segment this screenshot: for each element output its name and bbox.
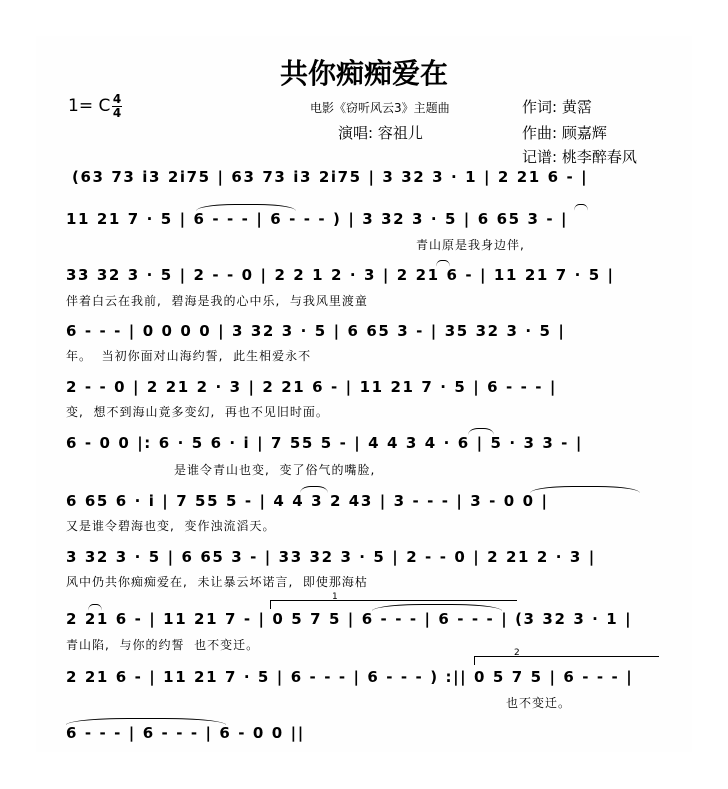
transcriber-credit: 记谱: 桃李醉春风 xyxy=(522,148,637,166)
subtitle: 电影《窃听风云3》主题曲 xyxy=(310,101,450,115)
key-signature: 1= C xyxy=(68,96,111,116)
tie-arc xyxy=(196,204,296,211)
second-ending-number: 2 xyxy=(514,648,520,658)
notation-line-4: 6 - - - | 0 0 0 0 | 3 32 3 · 5 | 6 65 3 - | 35 32 3 · 5 | xyxy=(66,322,566,340)
notation-line-6: 6 - 0 0 |: 6 · 5 6 · i | 7 55 5 - | 4 4 3 4 · 6 | 5 · 3 3 - | xyxy=(66,434,583,452)
notation-line-5: 2 - - 0 | 2 21 2 · 3 | 2 21 6 - | 11 21 7 · 5 | 6 - - - | xyxy=(66,378,557,396)
lyric-line-5: 是谁令青山也变, 变了俗气的嘴脸, xyxy=(174,463,376,477)
lyric-line-6: 又是谁令碧海也变, 变作浊流滔天。 xyxy=(66,519,276,533)
composer-credit: 作曲: 顾嘉辉 xyxy=(522,124,607,142)
slur-arc xyxy=(574,204,588,211)
lyric-line-8: 青山陷, 与你的约誓 也不变迁。 xyxy=(66,638,260,652)
time-signature-top: 4 xyxy=(112,92,122,106)
notation-line-9: 2 21 6 - | 11 21 7 - | 0 5 7 5 | 6 - - - | 6 - - - | (3 32 3 · 1 | xyxy=(66,610,633,628)
slur-arc xyxy=(436,260,450,267)
notation-line-11: 6 - - - | 6 - - - | 6 - 0 0 || xyxy=(66,724,305,742)
song-title: 共你痴痴爱在 xyxy=(279,57,448,90)
tie-arc xyxy=(530,486,640,493)
slur-arc xyxy=(88,604,102,611)
first-ending-bracket xyxy=(270,600,517,609)
notation-line-3: 33 32 3 · 5 | 2 - - 0 | 2 2 1 2 · 3 | 2 21 6 - | 11 21 7 · 5 | xyxy=(66,266,615,284)
lyric-line-4: 变, 想不到海山竟多变幻, 再也不见旧时面。 xyxy=(66,405,329,419)
lyric-line-9: 也不变迁。 xyxy=(506,696,572,710)
singer-credit: 演唱: 容祖儿 xyxy=(338,124,423,142)
first-ending-number: 1 xyxy=(332,592,338,602)
second-ending-bracket xyxy=(474,656,659,665)
notation-line-10: 2 21 6 - | 11 21 7 · 5 | 6 - - - | 6 - - - ) :|| 0 5 7 5 | 6 - - - | xyxy=(66,668,634,686)
notation-line-8: 3 32 3 · 5 | 6 65 3 - | 33 32 3 · 5 | 2 - - 0 | 2 21 2 · 3 | xyxy=(66,548,596,566)
lyric-line-2: 伴着白云在我前, 碧海是我的心中乐, 与我风里渡童 xyxy=(66,294,368,308)
time-signature xyxy=(112,94,122,119)
slur-arc xyxy=(468,428,494,435)
tie-arc xyxy=(66,718,226,725)
notation-line-2: 11 21 7 · 5 | 6 - - - | 6 - - - ) | 3 32 3 · 5 | 6 65 3 - | xyxy=(66,210,569,228)
notation-line-7: 6 65 6 · i | 7 55 5 - | 4 4 3 2 43 | 3 - - - | 3 - 0 0 | xyxy=(66,492,549,510)
lyric-line-3: 年。 当初你面对山海约誓, 此生相爱永不 xyxy=(66,349,312,363)
slur-arc xyxy=(300,486,328,493)
time-signature-bottom: 4 xyxy=(112,106,122,120)
notation-line-1: (63 73 i3 2i75 | 63 73 i3 2i75 | 3 32 3 · 1 | 2 21 6 - | xyxy=(72,168,589,186)
lyricist-credit: 作词: 黄霑 xyxy=(522,98,592,116)
lyric-line-7: 风中仍共你痴痴爱在, 未让暴云坏诺言, 即使那海枯 xyxy=(66,575,368,589)
lyric-line-1: 青山原是我身边伴, xyxy=(416,238,525,252)
